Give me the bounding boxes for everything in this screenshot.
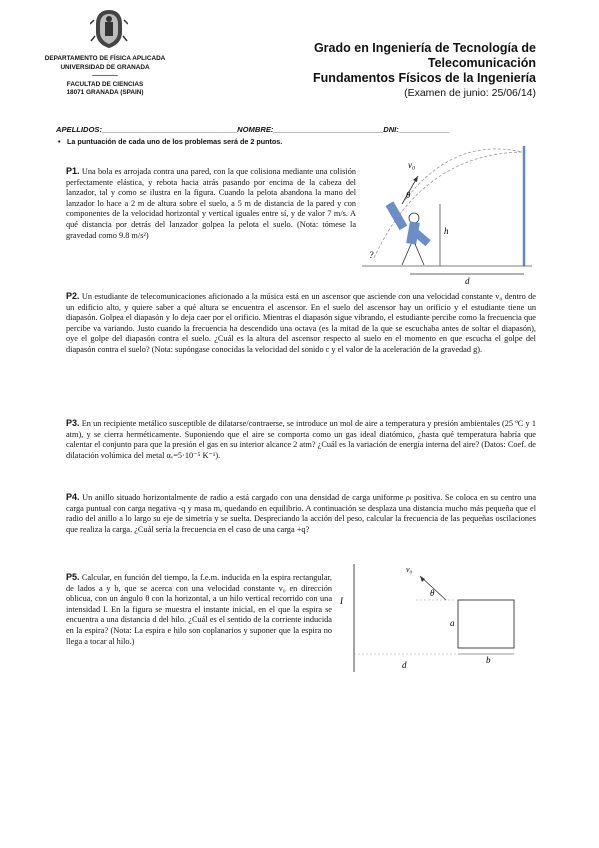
- rebound-path: [374, 152, 522, 258]
- arm-shape: [386, 201, 408, 230]
- problem-2-label: P2.: [66, 291, 80, 301]
- dept-line: FACULTAD DE CIENCIAS: [66, 80, 144, 88]
- v0-label: v₀: [406, 565, 413, 574]
- problem-4: [66, 492, 536, 535]
- figure-ball-throw: [362, 146, 538, 291]
- problem-1-label: P1.: [66, 166, 80, 176]
- scoring-note: [58, 137, 282, 146]
- degree-title-line2: Telecomunicación: [427, 56, 536, 70]
- problem-1: [66, 166, 356, 241]
- department-block: [30, 55, 180, 98]
- problem-5-label: P5.: [66, 572, 80, 582]
- problem-4-label: P4.: [66, 492, 80, 502]
- exam-header: [296, 41, 536, 101]
- problem-2-text: Un estudiante de telecomunicaciones aficionado a la música está en un ascensor que asciende con una velocidad constante v₀ dentro de un edificio alto, y quiere saber a qué altura se encuentra el ascensor. En el suelo del ascensor hay un orificio y el estudiante tiene un diapasón. Golpea el diapasón y lo deja caer por el orificio. Mientras el diapasón sigue vibrando, el estudiante percibe como la frecuencia que percibe va variando. Justo cuando la frecuencia ha descendido una octava (es la mitad de la que se escuchaba antes de soltar el diapasón), oye el golpe del diapasón contra el suelo. ¿Cuál es la altura del ascensor respecto al suelo en el momento en que escucha el golpe del diapasón contra el suelo? (Nota: supóngase conocidas la velocidad del sonido c y el valor de la aceleración de la gravedad g).: [66, 292, 536, 354]
- h-label: h: [444, 226, 449, 236]
- problem-3: [66, 418, 536, 461]
- leg-right: [415, 244, 424, 265]
- trajectory-path: [402, 149, 522, 204]
- dept-line: UNIVERSIDAD DE GRANADA: [60, 63, 150, 71]
- d-label: d: [465, 276, 470, 286]
- problem-5: [66, 572, 332, 647]
- dept-line: DEPARTAMENTO DE FÍSICA APLICADA: [44, 55, 166, 62]
- rectangular-loop: [458, 600, 514, 648]
- arrow-head-icon: [420, 576, 425, 582]
- student-id-line: APELLIDOS:________________________________NOMBRE:__________________________DNI:____________: [56, 125, 450, 134]
- problem-1-text: Una bola es arrojada contra una pared, con la que colisiona mediante una colisión perfectamente elástica, y rebota hacia atrás pasando por encima de la cabeza del lanzador, tal y como se ilustra en la figura. Cuando la pelota abandona la mano del lanzador lo hace a 2 m de altura sobre el suelo, a 5 m de distancia de la pared y con componentes de la velocidad horizontal y vertical iguales entre sí, y de valor 7 m/s. A qué distancia por detrás del lanzador golpea la pelota el suelo. (Nota: tómese la gravedad como 9.8 m/s²): [66, 167, 356, 240]
- figure-loop-wire: [336, 560, 526, 680]
- problem-3-label: P3.: [66, 418, 80, 428]
- b-label: b: [486, 655, 491, 665]
- scoring-note-text: La puntuación de cada uno de los problemas será de 2 puntos.: [67, 137, 283, 146]
- university-seal-icon: [90, 8, 128, 50]
- I-label: I: [340, 596, 343, 606]
- course-title: Fundamentos Físicos de la Ingeniería: [313, 71, 536, 85]
- dept-line: 18071 GRANADA (SPAIN): [66, 89, 144, 97]
- problem-5-text: Calcular, en función del tiempo, la f.e.m. inducida en la espira rectangular, de lados a y b, que se acerca con una velocidad constante v₀ en dirección oblicua, con un ángulo θ con la horizontal, a un hilo vertical recorrido con una intensidad I. En la figura se muestra el instante inicial, en el que la espira se encuentra a una distancia d del hilo. ¿Cuál es el sentido de la corriente inducida en la espira? (Nota: La espira e hilo son coplanarios y suponer que la espira no llega a tocar al hilo.): [66, 573, 333, 646]
- theta-label: θ: [430, 588, 435, 598]
- exam-date: (Examen de junio: 25/06/14): [404, 87, 536, 99]
- d-label: d: [402, 660, 407, 670]
- bullet-icon: •: [58, 137, 61, 146]
- problem-2: [66, 291, 536, 356]
- degree-title-line1: Grado en Ingeniería de Tecnología de: [313, 41, 536, 55]
- problem-3-text: En un recipiente metálico susceptible de dilatarse/contraerse, se introduce un mol de aire a temperatura y presión ambientales (25 ºC y 1 atm), y se cierra herméticamente. Suponiendo que el aire se comporta como un gas ideal diatómico, ¿hasta qué temperatura habría que calentar el conjunto para que la presión el gas en su interior alcance 2 atm? ¿Cuál es la variación de energía interna del aire? (Datos: Coef. de dilatación volúmica del metal αᵥ=5·10⁻⁵ K⁻¹).: [66, 419, 536, 460]
- problem-4-text: Un anillo situado horizontalmente de radio a está cargado con una densidad de carga uniforme ρₗ positiva. Se coloca en su centro una carga puntual con carga negativa -q y masa m, quedando en equilibrio. A continuación se desplaza una distancia mucho más pequeña que el radio del anillo a lo largo su eje de simetría y se suelta. Despreciando la acción del peso, calcular la frecuencia de las pequeñas oscilaciones que realiza la carga. ¿Cuál sería la frecuencia en el caso de una carga +q?: [66, 493, 537, 534]
- arrow-head-icon: [413, 176, 418, 182]
- theta-label: θ: [406, 190, 411, 200]
- dept-line: ————: [92, 72, 118, 80]
- leg-left: [402, 244, 411, 265]
- unknown-label: ?: [369, 250, 374, 260]
- a-label: a: [450, 618, 455, 628]
- v0-label: v₀: [408, 160, 416, 170]
